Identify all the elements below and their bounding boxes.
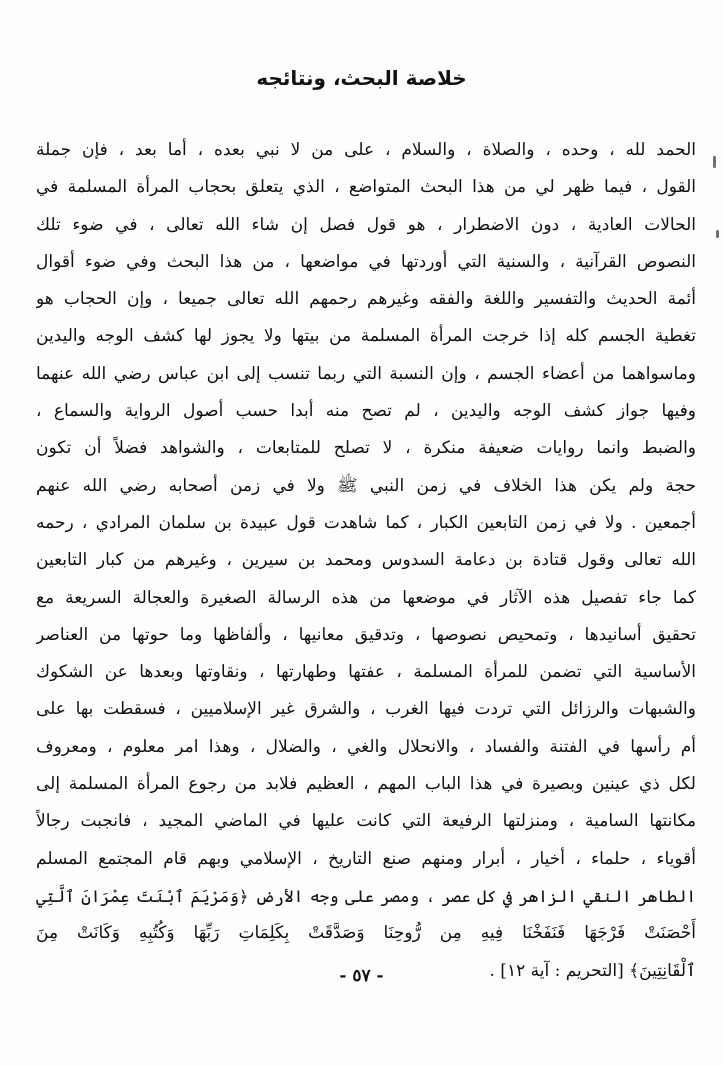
text-line: والشبهات والرزائل التي تردت فيها الغرب ، والشرق غير الإسلاميين ، فسقطت بها على [36, 699, 696, 720]
margin-mark [716, 230, 719, 238]
text-line: أقوياء ، حلماء ، أخيار ، أبرار ومنهم صنع التاريخ ، الإسلامي وبهم قام المجتمع المسلم [36, 848, 696, 869]
text-line: لكل ذي عينين وبصيرة في هذا الباب المهم ، العظيم فلابد من رجوع المرأة المسلمة إلى [36, 774, 696, 795]
quran-verse-line: الطاهر النقي الزاهر في كل عصر ، ومصر على وجه الأرض ﴿وَمَرْيَمَ ٱبْنَتَ عِمْرَانَ ٱلَّتِي [36, 886, 696, 906]
text-line: حجة ولم يكن هذا الخلاف في زمن النبي ﷺ ولا في زمن أصحابه رضي الله عنهم [36, 475, 696, 496]
text-line: وفيها جواز كشف الوجه واليدين ، لم تصح منه أبدا حسب أصول الرواية والسماع ، [36, 401, 696, 422]
margin-mark [713, 156, 716, 168]
text-line: أم رأسها في الفتنة والفساد ، والانحلال والغي ، والضلال ، وهذا امر معلوم ، ومعروف [36, 736, 696, 757]
text-line: القول ، فيما ظهر لي من هذا البحث المتواضع ، الذي يتعلق بحجاب المرأة المسلمة في [36, 177, 696, 198]
text-line: الأساسية التي تضمن للمرأة المسلمة ، عفتها وطهارتها ، ونقاوتها وبعدها عن الشكوك [36, 662, 696, 683]
text-line: الله تعالى وقول قتادة بن دعامة السدوس ومحمد بن سيرين ، وغيرهم من كبار التابعين [36, 550, 696, 571]
text-line: وماسواهما من أعضاء الجسم ، وإن النسبة التي ربما تنسب إلى ابن عباس رضي الله عنهما [36, 363, 696, 384]
text-line: تحقيق أسانيدها ، وتمحيص نصوصها ، وتدقيق معانيها ، وألفاظها وما حوتها من العناصر [36, 624, 696, 645]
text-line: مكانتها السامية ، ومنزلتها الرفيعة التي كانت عليها في الماضي المجيد ، فانجبت رجالاً [36, 811, 696, 832]
quran-verse-line: أَحْصَنَتْ فَرْجَهَا فَنَفَخْنَا فِيهِ مِن رُّوحِنَا وَصَدَّقَتْ بِكَلِمَاتِ رَبِّهَا وَكُتُبِهِ وَكَانَتْ مِنَ [36, 923, 696, 944]
text-line: النصوص القرآنية ، والسنية التي أوردتها في مواضعها ، من هذا البحث وفي ضوء أقوال [36, 251, 696, 272]
text-line: أئمة الحديث والتفسير واللغة والفقه وغيرهم رحمهم الله تعالى جميعا ، وإن الحجاب هو [36, 289, 696, 310]
body-text [36, 132, 696, 990]
page-number: - ٥٧ - [339, 966, 384, 986]
text-line: أجمعين . ولا في زمن التابعين الكبار ، كما شاهدت قول عبيدة بن سلمان المرادي ، رحمه [36, 512, 696, 533]
text-line: كما جاء تفصيل هذه الآثار في موضعها من هذه الرسالة الصغيرة والعجالة السريعة مع [36, 587, 696, 608]
page-title: خلاصة البحث، ونتائجه [256, 66, 467, 90]
text-line: الحمد لله ، وحده ، والصلاة ، والسلام ، على من لا نبي بعده ، أما بعد ، فإن جملة [36, 140, 696, 160]
text-line: والضبط وانما روايات ضعيفة منكرة ، لا تصلح للمتابعات ، والشواهد فضلاً أن تكون [36, 438, 696, 459]
text-line: تغطية الجسم كله إذا خرجت المرأة المسلمة من بيتها ولا يجوز لها كشف الوجه واليدين [36, 326, 696, 347]
text-line: الحالات العادية ، دون الاضطرار ، هو قول فصل إن شاء الله تعالى ، في ضوء تلك [36, 214, 696, 235]
quran-verse-line: ٱلْقَانِتِينَ﴾ [التحريم : آية ١٢] . [489, 960, 696, 981]
